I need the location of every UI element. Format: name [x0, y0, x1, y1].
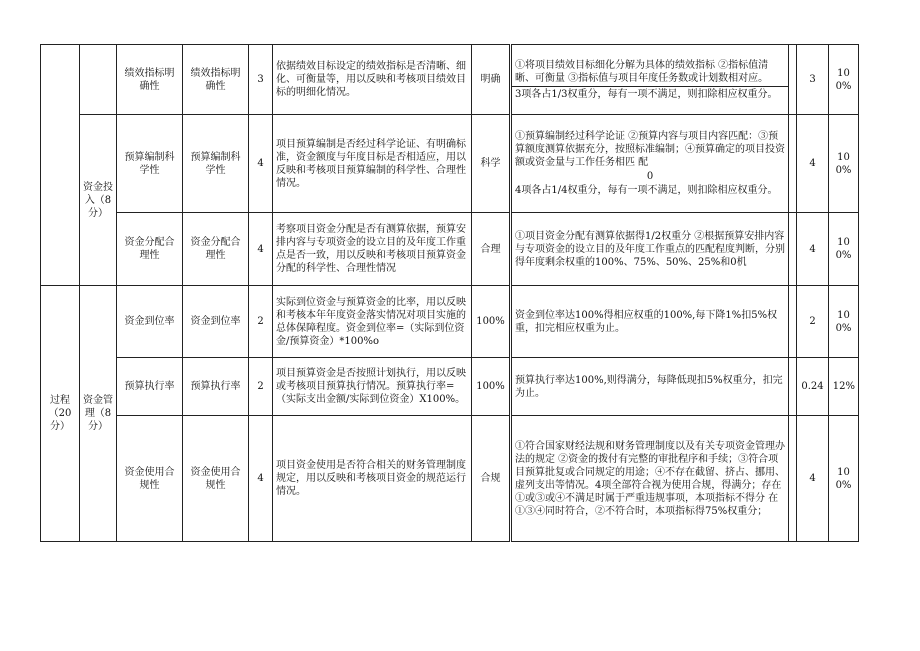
indicator-cell: 资金分配合理性: [117, 213, 183, 286]
spacer-cell: [789, 358, 797, 416]
basis-cell: 合理: [472, 213, 511, 286]
description-cell: 实际到位资金与预算资金的比率，用以反映和考核本年年度资金落实情况对项目实施的总体保障程度。资金到位率=（实际到位资金/预算资金）*100%o: [273, 286, 472, 358]
indicator-cell: 预算执行率: [117, 358, 183, 416]
evaluation-sheet: [40, 44, 858, 544]
weight-cell: 2: [249, 358, 273, 416]
group-investment-cell: 资金投入（8分）: [80, 115, 117, 286]
spacer-cell: [789, 115, 797, 213]
basis-cell: 合规: [472, 416, 511, 542]
group-management-cell: 资金管理（8分）: [80, 286, 117, 542]
weight-cell: 2: [249, 286, 273, 358]
weight-cell: 4: [249, 416, 273, 542]
rate-cell: 100%: [829, 416, 859, 542]
level1-cell-empty: [41, 45, 80, 286]
standard-cell: 预算执行率达100%,则得满分，每降低现扣5%权重分，扣完为止。: [511, 358, 789, 416]
spacer-cell: [789, 45, 797, 115]
rate-cell: 12%: [829, 358, 859, 416]
stray-zero-text: 0: [646, 171, 654, 182]
indicator-sub-cell: 资金分配合理性: [183, 213, 249, 286]
basis-cell: 明确: [472, 45, 511, 115]
rate-cell: 100%: [829, 45, 859, 115]
standard-rule-text: 4项各占1/4权重分，每有一项不满足，则扣除相应权重分。: [515, 185, 778, 196]
indicator-sub-cell: 预算执行率: [183, 358, 249, 416]
standard-cell: ①项目资金分配有测算依据得1/2权重分 ②根据预算安排内容与专项资金的设立目的及年度工作重点的匹配程度判断，分别得年度剩余权重的100%、75%、50%、25%和0机: [511, 213, 789, 286]
table-row: [41, 115, 859, 213]
score-cell: 0.24: [797, 358, 829, 416]
standard-cell: [511, 45, 789, 115]
table-row: [41, 286, 859, 358]
spacer-cell: [789, 416, 797, 542]
weight-cell: 4: [249, 115, 273, 213]
basis-cell: 100%: [472, 286, 511, 358]
level2-cell-empty: [80, 45, 117, 115]
rate-cell: 100%: [829, 213, 859, 286]
score-cell: 4: [797, 416, 829, 542]
rate-cell: 100%: [829, 286, 859, 358]
standard-cell: [511, 115, 789, 213]
score-cell: 2: [797, 286, 829, 358]
indicator-sub-cell: 预算编制科学性: [183, 115, 249, 213]
weight-cell: 4: [249, 213, 273, 286]
performance-evaluation-table: [40, 44, 859, 542]
score-cell: 3: [797, 45, 829, 115]
table-row: [41, 45, 859, 115]
score-cell: 4: [797, 115, 829, 213]
standard-text: ①将项目绩效目标细化分解为具体的绩效指标 ②指标值清晰、可衡量 ③指标值与项目年度任务数或计划数相对应。: [515, 59, 769, 84]
weight-cell: 3: [249, 45, 273, 115]
table-row: [41, 358, 859, 416]
table-row: [41, 416, 859, 542]
description-cell: 项目资金使用是否符合相关的财务管理制度规定，用以反映和考核项目资金的规范运行情况。: [273, 416, 472, 542]
indicator-cell: 预算编制科学性: [117, 115, 183, 213]
score-cell: 4: [797, 213, 829, 286]
basis-cell: 100%: [472, 358, 511, 416]
indicator-cell: 资金到位率: [117, 286, 183, 358]
group-process-cell: 过程（20分）: [41, 286, 80, 542]
indicator-sub-cell: 绩效指标明确性: [183, 45, 249, 115]
table-row: [41, 213, 859, 286]
spacer-cell: [789, 213, 797, 286]
indicator-cell: 绩效指标明确性: [117, 45, 183, 115]
standard-rule-text: 3项各占1/3权重分，每有一项不满足，则扣除相应权重分。: [512, 86, 788, 102]
description-cell: 考察项目资金分配是否有测算依据，预算安排内容与专项资金的设立目的及年度工作重点是否一致，用以反映和考核项目预算资金分配的科学性、合理性情况: [273, 213, 472, 286]
indicator-sub-cell: 资金到位率: [183, 286, 249, 358]
basis-cell: 科学: [472, 115, 511, 213]
indicator-cell: 资金使用合规性: [117, 416, 183, 542]
description-cell: 依据绩效目标设定的绩效指标是否清晰、细化、可衡量等，用以反映和考核项目绩效目标的明细化情况。: [273, 45, 472, 115]
standard-cell: ①符合国家财经法规和财务管理制度以及有关专项资金管理办法的规定 ②资金的拨付有完整的审批程序和手续；③符合项目预算批复或合同规定的用途；④不存在截留、挤占、挪用、虚列支出等情况。4项全部符合视为使用合规，得满分；存在①或③或④不满足时属于严重违规事项，本项指标不得分 在①③④同时符合，②不符合时，本项指标得75%权重分；: [511, 416, 789, 542]
standard-cell: 资金到位率达100%得相应权重的100%,每下降1%扣5%权重，扣完相应权重为止。: [511, 286, 789, 358]
standard-text: ①预算编制经过科学论证 ②预算内容与项目内容匹配：③预算额度测算依据充分，按照标准编制；④预算确定的项目投资额或资金量与工作任务相匹 配: [515, 131, 785, 168]
rate-cell: 100%: [829, 115, 859, 213]
description-cell: 项目预算编制是否经过科学论证、有明确标准，资金额度与年度目标是否相适应，用以反映和考核项目预算编制的科学性、合理性情况。: [273, 115, 472, 213]
description-cell: 项目预算资金是否按照计划执行，用以反映或考核项目预算执行情况。预算执行率=（实际支出金额/实际到位资金）X100%。: [273, 358, 472, 416]
indicator-sub-cell: 资金使用合规性: [183, 416, 249, 542]
spacer-cell: [789, 286, 797, 358]
